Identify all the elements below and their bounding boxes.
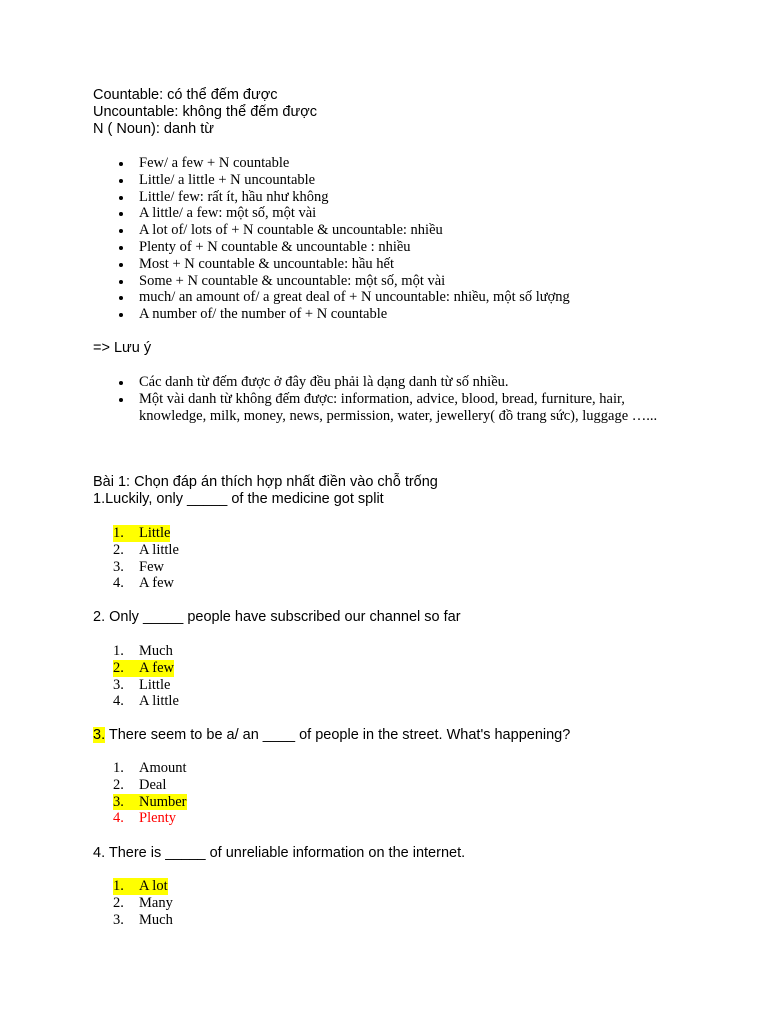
intro-countable: Countable: có thể đếm được bbox=[93, 87, 278, 103]
list-item: Little/ a little + N uncountable bbox=[117, 172, 677, 189]
option-number: 2. bbox=[113, 776, 124, 793]
option-number: 1. bbox=[113, 878, 139, 895]
option-text: Number bbox=[139, 793, 187, 810]
option-text: A little bbox=[139, 541, 179, 558]
option-text: A few bbox=[139, 659, 175, 676]
list-item: Some + N countable & uncountable: một số, một vài bbox=[117, 273, 677, 290]
option-number: 3. bbox=[113, 558, 124, 575]
question-1: 1.Luckily, only _____ of the medicine got split bbox=[93, 491, 384, 507]
option-text: Deal bbox=[139, 776, 167, 793]
option-text: Amount bbox=[139, 760, 187, 776]
option-number: 3. bbox=[113, 794, 139, 811]
note-list bbox=[117, 374, 677, 424]
option-text: Much bbox=[139, 911, 173, 928]
question-3-text: There seem to be a/ an ____ of people in the street. What's happening? bbox=[105, 727, 571, 743]
option-number: 1. bbox=[113, 760, 124, 776]
option-item bbox=[113, 542, 179, 559]
list-item: A number of/ the number of + N countable bbox=[117, 306, 677, 323]
question-4: 4. There is _____ of unreliable information on the internet. bbox=[93, 845, 466, 861]
list-item: A lot of/ lots of + N countable & uncountable: nhiều bbox=[117, 222, 677, 239]
list-item: much/ an amount of/ a great deal of + N uncountable: nhiều, một số lượng bbox=[117, 289, 677, 306]
intro-uncountable: Uncountable: không thể đếm được bbox=[93, 104, 317, 120]
option-item bbox=[113, 575, 179, 592]
option-item bbox=[113, 660, 179, 677]
option-item bbox=[113, 895, 173, 912]
exercise-title: Bài 1: Chọn đáp án thích hợp nhất điền vào chỗ trống bbox=[93, 474, 438, 490]
option-number: 1. bbox=[113, 643, 124, 659]
list-item: Plenty of + N countable & uncountable : nhiều bbox=[117, 239, 677, 256]
option-item bbox=[113, 878, 173, 895]
option-text: A lot bbox=[139, 878, 168, 894]
list-item: Một vài danh từ không đếm được: information, advice, blood, bread, furniture, hair, knowledge, milk, money, news, permission, water, jewellery( đồ trang sức), luggage …... bbox=[117, 391, 677, 425]
question-2-options bbox=[113, 643, 179, 710]
option-number: 1. bbox=[113, 525, 139, 542]
question-3 bbox=[93, 727, 570, 744]
option-item bbox=[113, 559, 179, 576]
list-item: A little/ a few: một số, một vài bbox=[117, 205, 677, 222]
note-heading: => Lưu ý bbox=[93, 340, 152, 356]
option-text: Few bbox=[139, 558, 164, 575]
question-2: 2. Only _____ people have subscribed our channel so far bbox=[93, 609, 461, 625]
list-item: Few/ a few + N countable bbox=[117, 155, 677, 172]
option-text: Many bbox=[139, 894, 173, 911]
option-text: Little bbox=[139, 676, 171, 693]
question-1-options bbox=[113, 525, 179, 592]
option-number: 2. bbox=[113, 541, 124, 558]
question-3-number: 3. bbox=[93, 727, 106, 743]
option-number: 3. bbox=[113, 911, 124, 928]
option-item bbox=[113, 643, 179, 660]
intro-noun: N ( Noun): danh từ bbox=[93, 121, 214, 137]
question-3-options bbox=[113, 760, 187, 827]
option-number: 4. bbox=[113, 810, 124, 827]
option-item bbox=[113, 777, 187, 794]
option-item bbox=[113, 810, 187, 827]
option-text: Plenty bbox=[139, 810, 177, 827]
option-item bbox=[113, 693, 179, 710]
option-number: 4. bbox=[113, 575, 124, 592]
option-item bbox=[113, 760, 187, 777]
option-item bbox=[113, 794, 187, 811]
option-text: A few bbox=[139, 575, 175, 592]
option-item bbox=[113, 525, 179, 542]
list-item: Các danh từ đếm được ở đây đều phải là dạng danh từ số nhiều. bbox=[117, 374, 677, 391]
rules-list bbox=[117, 155, 677, 323]
list-item: Little/ few: rất ít, hầu như không bbox=[117, 189, 677, 206]
list-item: Most + N countable & uncountable: hầu hết bbox=[117, 256, 677, 273]
option-item bbox=[113, 912, 173, 929]
option-number: 3. bbox=[113, 676, 124, 693]
option-text: A little bbox=[139, 693, 179, 710]
option-text: Much bbox=[139, 643, 173, 659]
option-number: 4. bbox=[113, 693, 124, 710]
option-number: 2. bbox=[113, 660, 139, 677]
question-4-options bbox=[113, 878, 173, 928]
option-item bbox=[113, 677, 179, 694]
option-number: 2. bbox=[113, 894, 124, 911]
option-text: Little bbox=[139, 525, 171, 541]
